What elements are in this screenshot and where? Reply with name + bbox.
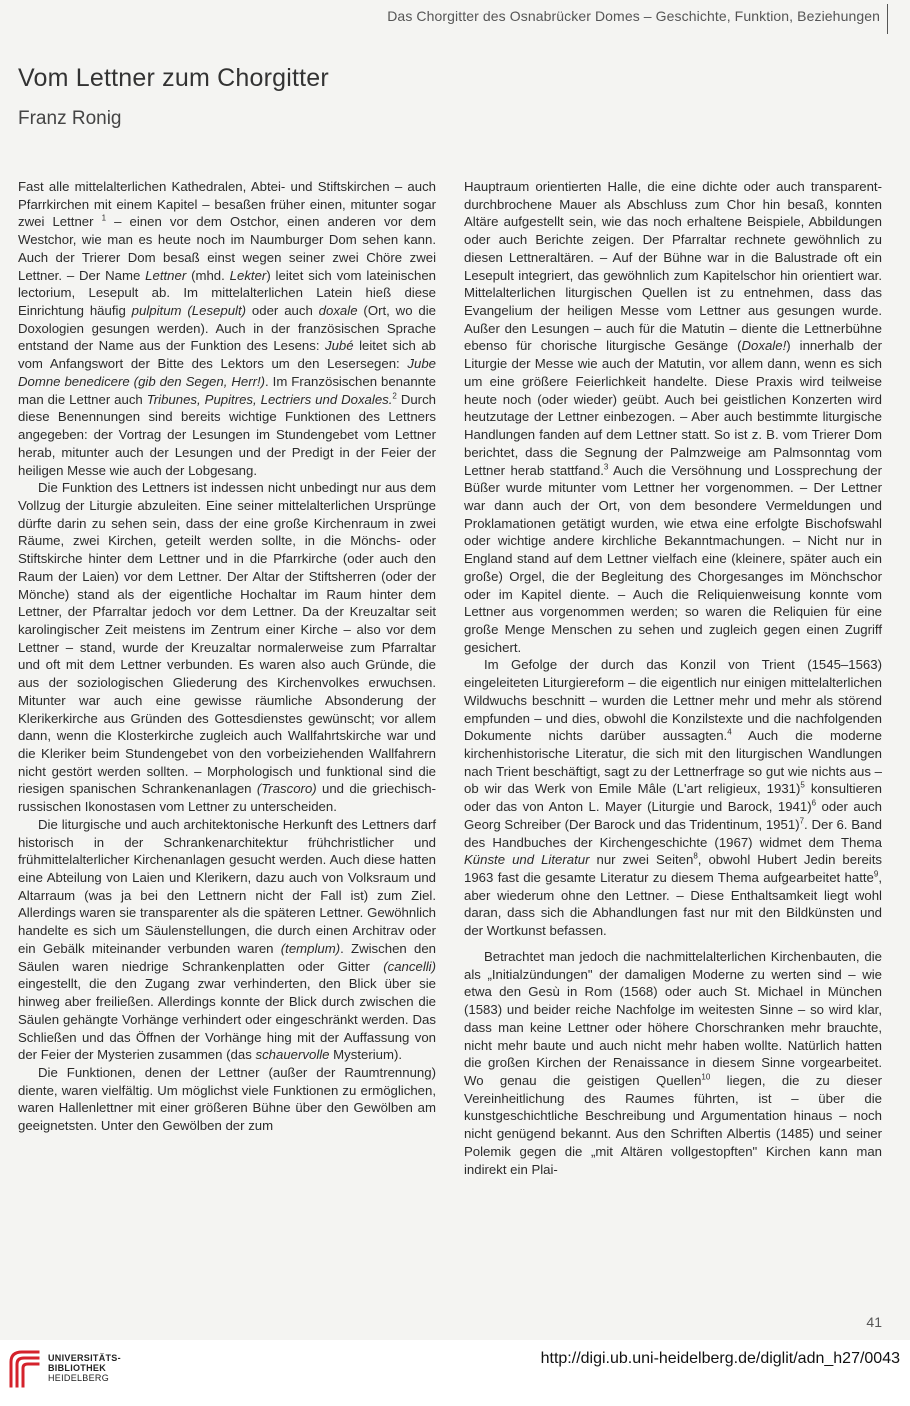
paragraph-left-3: Die liturgische und auch architektonische Herkunft des Lettners darf historisch in der Schrankenarchitektur frühchristlicher und frühmittelalterlicher Kirchenanlagen gesucht werden. Auch diese hatten eine Abteilung von Laien und Klerikern, dazu auch von Volksraum und Altarraum (was ja bei den Lettnern nicht der Fall ist) zum Ziel. Allerdings waren sie transparenter als die späteren Lettner. Gewöhnlich handelte es sich um Säulenstellungen, die durch einen Architrav oder ein Gebälk miteinander verbunden waren (templum). Zwischen den Säulen waren niedrige Schrankenplatten oder Gitter (cancelli) eingestellt, die den Zugang zwar verhinderten, den Blick über sie hinweg aber freiließen. Allerdings konnte der Blick durch zwischen die Säulen gehängte Vorhänge verhindert oder eingeschränkt werden. Das Schließen und das Öffnen der Vorhänge hing mit der Auffassung von der Feier der Mysterien zusammen (das schauervolle Mysterium). bbox=[18, 816, 436, 1063]
paragraph-right-2: Im Gefolge der durch das Konzil von Trient (1545–1563) eingeleiteten Liturgiereform – die eigentlich nur einigen mittelalterlichen Wildwuchs beschnitt – wurden die Lettner mehr und mehr als störend empfunden – und dies, obwohl die Konzilstexte und die nachfolgenden Dokumente nichts darüber aussagten.$^4$ Auch die moderne kirchenhistorische Literatur, die sich mit den liturgischen Wandlungen nach Trient beschäftigt, sagt zu der Lettnerfrage so gut wie nichts aus – ob wir das Werk von Emile Mâle (L'art religieux, 1931)$^5$ konsultieren oder das von Anton L. Mayer (Liturgie und Barock, 1941)$^6$ oder auch Georg Schreiber (Der Barock und das Tridentinum, 1951)$^7$. Der 6. Band des Handbuches der Kirchengeschichte (1967) widmet dem Thema Künste und Literatur nur zwei Seiten$^8$, obwohl Hubert Jedin bereits 1963 fast die gesamte Literatur zu diesem Thema aufgearbeitet hatte$^9$, aber wiederum ohne den Lettner. – Diese Enthaltsamkeit liegt wohl daran, dass sich die Abhandlungen fast nur mit den Bildkünsten und der Wortkunst befassen. bbox=[464, 657, 883, 939]
library-logo[interactable] bbox=[8, 1348, 121, 1388]
paragraph-left-2: Die Funktion des Lettners ist indessen nicht unbedingt nur aus dem Vollzug der Liturgie abzuleiten. Eine seiner mittelalterlichen Ursprünge dürfte darin zu sehen sein, dass der eine große Kirchenraum in zwei Räume, zwei Kirchen, geteilt werden sollte, in die Mönchs- oder Stiftskirche hinter dem Lettner und in die Pfarrkirche (oder auch den Raum der Laien) vor dem Lettner. Der Altar der Stiftsherren (oder der Mönche) stand als der eigentliche Hochaltar im Raum hinter dem Lettner, der Pfarraltar jedoch vor dem Lettner. Da der Kreuzaltar seit karolingischer Zeit meistens im Zentrum einer Kirche – also vor dem Lettner – stand, wurde der Kreuzaltar normalerweise zum Pfarraltar und oft mit dem Lettner verbunden. Es waren also auch Gründe, die aus der soziologischen Gliederung des Kirchenvolkes erwuchsen. Mitunter war auch eine gewisse räumliche Absonderung der Klerikerkirche aus Gründen des Gottesdienstes gewünscht; vor allem dann, wenn die Klosterkirche zugleich auch Wallfahrtskirche war und die Kleriker beim Stundengebet von den vorbeiziehenden Wallfahrern nicht gestört werden sollten. – Morphologisch und funktional sind die riesigen spanischen Schrankenanlagen (Trascoro) und die griechisch-russischen Ikonostasen vom Lettner zu unterscheiden. bbox=[18, 480, 437, 815]
header-rule bbox=[887, 4, 888, 34]
paragraph-right-3: Betrachtet man jedoch die nachmittelalterlichen Kirchenbauten, die als „Initialzündungen" der damaligen Moderne zu werten sind – wie etwa den Gesù in Rom (1568) oder auch St. Michael in München (1583) und beider reiche Nachfolge im weitesten Sinne – so wird klar, dass man keine Lettner oder höhere Chorschranken mehr brauchte, nicht mehr baute und auch nicht mehr haben wollte. Natürlich hatten die großen Kirchen der Renaissance in diesem Sinne vorgearbeitet. Wo genau die geistigen Quellen$^{10}$ liegen, die zu dieser Vereinheitlichung des Raumes führten, ist – über die kunstgeschichtliche Beschreibung und Argumentation hinaus – noch nicht genügend bekannt. Aus den Schriften Albertis (1485) und seiner Polemik gegen die „mit Altären vollgestopften" Kirchen kann man indirekt ein Plai- bbox=[464, 948, 882, 1177]
page-number: 41 bbox=[866, 1314, 882, 1330]
text-column-right bbox=[464, 178, 882, 1178]
library-logo-icon bbox=[8, 1348, 42, 1388]
article-author: Franz Ronig bbox=[18, 108, 122, 129]
paragraph-left-1: Fast alle mittelalterlichen Kathedralen, Abtei- und Stiftskirchen – auch Pfarrkirchen mit einem Kapitel – besaßen früher einen, mitunter sogar zwei Lettner $^1$ – einen vor dem Ostchor, einen anderen vor dem Westchor, wie man es heute noch im Naumburger Dom sehen kann. Auch der Trierer Dom besaß einst wegen seiner zwei Chöre zwei Lettner. – Der Name Lettner (mhd. Lekter) leitet sich vom lateinischen lectorium, Lesepult ab. Im mittelalterlichen Latein hieß diese Einrichtung häufig pulpitum (Lesepult) oder auch doxale (Ort, wo die Doxologien gesungen werden). Auch in der französischen Sprache entstand der Name aus der Funktion des Lesens: Jubé leitet sich ab vom Anfangswort der Bitte des Lektors um den Lesersegen: Jube Domne benedicere (gib den Segen, Herr!). Im Französischen benannte man die Lettner auch Tribunes, Pupitres, Lectriers und Doxales.$^2$ Durch diese Benennungen sind bereits wichtige Funktionen des Lettners angegeben: der Vortrag der Lesungen im Stundengebet vom Lettner herab, mitunter auch der Lesungen und der Predigt in der Feier der heiligen Messe wie auch der Lobgesang. bbox=[18, 179, 437, 478]
library-logo-text bbox=[48, 1353, 121, 1383]
paragraph-right-1: Hauptraum orientierten Halle, die eine dichte oder auch transparent-durchbrochene Mauer als Abschluss zum Chor hin besaß, konnten Altäre aufgestellt sein, wie das noch erhaltene Beispiele, Abbildungen oder auch Berichte zeigen. Der Pfarraltar rechnete gewöhnlich zu diesen Lettneraltären. – Auf der Bühne war in die Balustrade oft ein Lesepult integriert, das gewöhnlich zum Kapitelschor hin orientiert war. Mittelalterlichen liturgischen Quellen ist zu entnehmen, dass das Evangelium der heiligen Messe vom Lettner aus gesungen wurde. Außer den Lesungen – auch für die Matutin – diente die Lettnerbühne ebenso für chorische liturgische Gesänge (Doxale!) innerhalb der Liturgie der Messe wie auch der Matutin, vor allem dann, wenn es sich um eine größere Feierlichkeit handelte. Diese Praxis wird teilweise heute noch (oder wieder) geübt. Auch bei geistlichen Konzerten wird heutzutage der Lettner einbezogen. – Aber auch bestimmte liturgische Handlungen fanden auf dem Lettner statt. So ist z. B. vom Trierer Dom berichtet, dass die Segnung der Palmzweige am Palmsonntag vom Lettner herab stattfand.$^3$ Auch die Versöhnung und Lossprechung der Büßer wurde mitunter vom Lettner her vorgenommen. – Der Lettner war dann auch der Ort, von dem besondere Vermeldungen und Proklamationen getätigt wurden, wie etwa eine erfolgte Bischofswahl oder wichtige andere kirchliche Bekanntmachungen. – Nicht nur in England stand auf dem Lettner vielfach eine (kleinere, später auch ein große) Orgel, die der Begleitung des Chorgesanges im Mönchschor oder im Kapitel diente. – Auch die Reliquienweisung konnte vom Lettner aus vorgenommen werden; so waren die Reliquien für eine große Menge Menschen zu sehen und zugleich gegen einen Zugriff gesichert. bbox=[464, 179, 882, 655]
logo-line-1: UNIVERSITÄTS- bbox=[48, 1353, 121, 1363]
running-header: Das Chorgitter des Osnabrücker Domes – Geschichte, Funktion, Beziehungen bbox=[387, 8, 880, 24]
footer-bar bbox=[0, 1340, 910, 1406]
source-url-link[interactable]: http://digi.ub.uni-heidelberg.de/diglit/adn_h27/0043 bbox=[540, 1350, 900, 1367]
article-title: Vom Lettner zum Chorgitter bbox=[18, 64, 329, 92]
logo-line-2: BIBLIOTHEK bbox=[48, 1363, 106, 1373]
paragraph-left-4: Die Funktionen, denen der Lettner (außer der Raumtrennung) diente, waren vielfältig. Um möglichst viele Funktionen zu ermöglichen, waren Hallenlettner mit einer größeren Bühne über den Gewölben am geeignetsten. Unter den Gewölben der zum bbox=[18, 1064, 436, 1134]
logo-line-3: HEIDELBERG bbox=[48, 1373, 110, 1383]
text-column-left bbox=[18, 178, 436, 1135]
